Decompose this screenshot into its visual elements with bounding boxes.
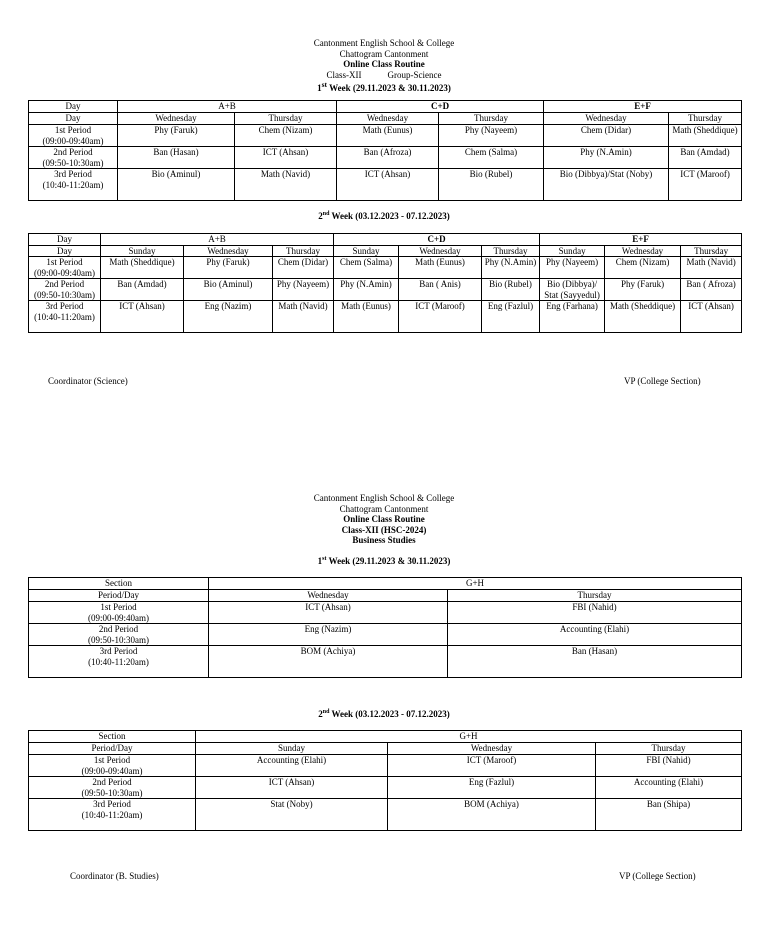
class-cell: Chem (Salma): [334, 257, 399, 279]
class-cell: Accounting (Elahi): [196, 755, 388, 777]
weekday-header: Wednesday: [337, 113, 439, 125]
period-cell: 2nd Period (09:50-10:30am): [29, 777, 196, 799]
class-cell: Bio (Aminul): [118, 169, 235, 201]
class-cell: Math (Navid): [273, 301, 334, 333]
weekday-header: Sunday: [540, 245, 605, 257]
group-header: A+B: [101, 234, 334, 246]
weekday-header: Thursday: [669, 113, 742, 125]
period-cell: 2nd Period (09:50-10:30am): [29, 624, 209, 646]
period-cell: 2nd Period (09:50-10:30am): [29, 279, 101, 301]
routine-title: Online Class Routine: [343, 59, 425, 69]
period-cell: 3rd Period (10:40-11:20am): [29, 646, 209, 678]
class-cell: ICT (Ahsan): [235, 147, 337, 169]
class-cell: Eng (Nazim): [184, 301, 273, 333]
week1-heading: 1st Week (29.11.2023 & 30.11.2023): [317, 80, 451, 93]
class-cell: Phy (Faruk): [605, 279, 681, 301]
period-cell: 2nd Period (09:50-10:30am): [29, 147, 118, 169]
class-cell: ICT (Ahsan): [681, 301, 742, 333]
routine-title: Online Class Routine: [343, 514, 425, 524]
group-header: A+B: [118, 101, 337, 113]
class-cell: Ban (Amdad): [101, 279, 184, 301]
table-row: [29, 125, 742, 147]
table-row: [29, 777, 742, 799]
weekday-header: Sunday: [196, 743, 388, 755]
table-row: [29, 257, 742, 279]
weekday-header: Thursday: [596, 743, 742, 755]
table-row: [29, 279, 742, 301]
week2-heading: 2nd Week (03.12.2023 - 07.12.2023): [318, 211, 450, 221]
class-cell: Math (Sheddique): [605, 301, 681, 333]
class-cell: ICT (Ahsan): [101, 301, 184, 333]
period-cell: 3rd Period (10:40-11:20am): [29, 169, 118, 201]
business-header: [0, 493, 768, 546]
weekday-header: Thursday: [448, 590, 742, 602]
weekday-header: Thursday: [681, 245, 742, 257]
period-cell: 1st Period (09:00-09:40am): [29, 755, 196, 777]
weekday-header: Thursday: [235, 113, 337, 125]
section-header: Section: [29, 731, 196, 743]
table-row: [29, 147, 742, 169]
period-cell: 1st Period (09:00-09:40am): [29, 602, 209, 624]
class-cell: Phy (Faruk): [184, 257, 273, 279]
table-row: [29, 755, 742, 777]
class-cell: Math (Sheddique): [101, 257, 184, 279]
table-row: [29, 624, 742, 646]
business-week1-table: [28, 577, 742, 678]
class-cell: Chem (Didar): [273, 257, 334, 279]
day-header: Day: [29, 234, 101, 246]
weekday-header: Wednesday: [209, 590, 448, 602]
week2-heading: 2nd Week (03.12.2023 - 07.12.2023): [318, 709, 450, 719]
class-cell: Bio (Dibbya)/ Stat (Sayyedul): [540, 279, 605, 301]
table-row: [29, 602, 742, 624]
class-cell: Math (Sheddique): [669, 125, 742, 147]
class-cell: Phy (Faruk): [118, 125, 235, 147]
class-cell: Ban (Hasan): [118, 147, 235, 169]
weekday-header: Wednesday: [399, 245, 482, 257]
class-cell: FBI (Nahid): [448, 602, 742, 624]
class-cell: Ban ( Afroza): [681, 279, 742, 301]
period-cell: 3rd Period (10:40-11:20am): [29, 799, 196, 831]
class-cell: Phy (N.Amin): [482, 257, 540, 279]
class-cell: Phy (Nayeem): [540, 257, 605, 279]
class-cell: Ban (Hasan): [448, 646, 742, 678]
weekday-header: Wednesday: [184, 245, 273, 257]
class-cell: BOM (Achiya): [209, 646, 448, 678]
weekday-header: Sunday: [334, 245, 399, 257]
class-cell: Phy (N.Amin): [334, 279, 399, 301]
weekday-header: Thursday: [439, 113, 544, 125]
class-cell: Math (Navid): [681, 257, 742, 279]
class-cell: Stat (Noby): [196, 799, 388, 831]
day-header: Day: [29, 113, 118, 125]
location: Chattogram Cantonment: [339, 48, 429, 59]
class-cell: Ban (Shipa): [596, 799, 742, 831]
group-label: Business Studies: [352, 535, 416, 545]
class-cell: Accounting (Elahi): [596, 777, 742, 799]
class-cell: Phy (Nayeem): [439, 125, 544, 147]
period-day-header: Period/Day: [29, 743, 196, 755]
class-cell: Eng (Farhana): [540, 301, 605, 333]
group-header: C+D: [337, 101, 544, 113]
weekday-header: Wednesday: [605, 245, 681, 257]
science-week2-table: [28, 233, 742, 333]
class-cell: ICT (Maroof): [388, 755, 596, 777]
day-header: Day: [29, 245, 101, 257]
business-week2-table: [28, 730, 742, 831]
day-header: Day: [29, 101, 118, 113]
class-cell: Ban (Afroza): [337, 147, 439, 169]
group-header: E+F: [544, 101, 742, 113]
class-label: Class-XII (HSC-2024): [341, 524, 427, 535]
school-name: Cantonment English School & College: [313, 38, 455, 48]
period-cell: 3rd Period (10:40-11:20am): [29, 301, 101, 333]
period-cell: 1st Period (09:00-09:40am): [29, 257, 101, 279]
class-cell: Math (Navid): [235, 169, 337, 201]
coordinator-signature: Coordinator (Science): [48, 376, 128, 386]
class-cell: Bio (Rubel): [482, 279, 540, 301]
weekday-header: Wednesday: [388, 743, 596, 755]
group-header: E+F: [540, 234, 742, 246]
science-week1-table: [28, 100, 742, 201]
coordinator-signature: Coordinator (B. Studies): [70, 871, 159, 881]
class-cell: ICT (Ahsan): [209, 602, 448, 624]
class-cell: Phy (N.Amin): [544, 147, 669, 169]
table-row: [29, 301, 742, 333]
vp-signature: VP (College Section): [619, 871, 696, 881]
class-cell: Eng (Fazlul): [482, 301, 540, 333]
class-cell: Bio (Aminul): [184, 279, 273, 301]
class-cell: Math (Eunus): [399, 257, 482, 279]
class-cell: Phy (Nayeem): [273, 279, 334, 301]
class-cell: Math (Eunus): [334, 301, 399, 333]
class-cell: Bio (Dibbya)/Stat (Noby): [544, 169, 669, 201]
weekday-header: Sunday: [101, 245, 184, 257]
location: Chattogram Cantonment: [339, 503, 429, 514]
class-cell: FBI (Nahid): [596, 755, 742, 777]
section-header: Section: [29, 578, 209, 590]
class-cell: Bio (Rubel): [439, 169, 544, 201]
group-header: G+H: [196, 731, 742, 743]
class-line: [0, 70, 768, 81]
period-cell: 1st Period (09:00-09:40am): [29, 125, 118, 147]
class-label: Class-XII: [326, 69, 362, 80]
science-header: [0, 38, 768, 94]
class-cell: Chem (Nizam): [605, 257, 681, 279]
class-cell: ICT (Ahsan): [196, 777, 388, 799]
table-row: [29, 799, 742, 831]
class-cell: ICT (Ahsan): [337, 169, 439, 201]
class-cell: Chem (Salma): [439, 147, 544, 169]
class-cell: Chem (Nizam): [235, 125, 337, 147]
class-cell: ICT (Maroof): [399, 301, 482, 333]
class-cell: ICT (Maroof): [669, 169, 742, 201]
week1-heading: 1st Week (29.11.2023 & 30.11.2023): [317, 556, 451, 566]
school-name: Cantonment English School & College: [313, 493, 455, 503]
table-row: [29, 646, 742, 678]
group-header: G+H: [209, 578, 742, 590]
group-header: C+D: [334, 234, 540, 246]
vp-signature: VP (College Section): [624, 376, 701, 386]
weekday-header: Wednesday: [544, 113, 669, 125]
period-day-header: Period/Day: [29, 590, 209, 602]
class-cell: Ban ( Anis): [399, 279, 482, 301]
table-row: [29, 169, 742, 201]
class-cell: Chem (Didar): [544, 125, 669, 147]
weekday-header: Wednesday: [118, 113, 235, 125]
class-cell: Eng (Nazim): [209, 624, 448, 646]
class-cell: Accounting (Elahi): [448, 624, 742, 646]
group-label: Group-Science: [387, 69, 442, 80]
weekday-header: Thursday: [482, 245, 540, 257]
class-cell: Math (Eunus): [337, 125, 439, 147]
weekday-header: Thursday: [273, 245, 334, 257]
class-cell: Ban (Amdad): [669, 147, 742, 169]
class-cell: BOM (Achiya): [388, 799, 596, 831]
class-cell: Eng (Fazlul): [388, 777, 596, 799]
